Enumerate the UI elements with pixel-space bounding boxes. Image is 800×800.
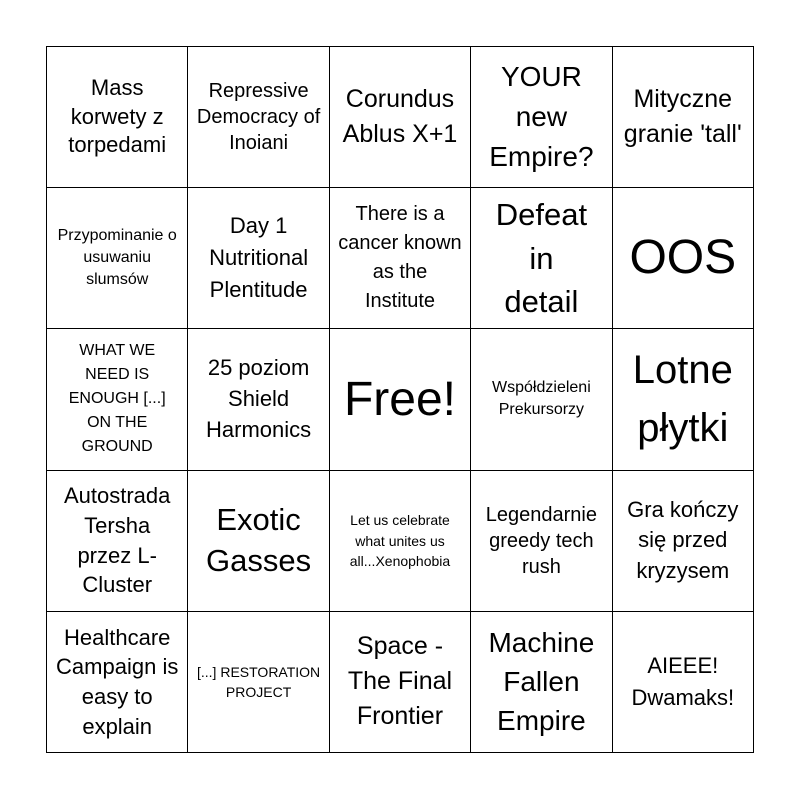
bingo-cell-text: Mityczne granie 'tall' — [623, 85, 742, 149]
bingo-cell[interactable] — [613, 329, 754, 470]
bingo-cell-text: [...] RESTORATION PROJECT — [197, 663, 321, 700]
bingo-board — [46, 46, 754, 753]
bingo-cell[interactable] — [188, 329, 329, 470]
bingo-cell-text: Free! — [343, 372, 456, 426]
bingo-cell[interactable] — [47, 329, 188, 470]
bingo-cell[interactable] — [471, 329, 612, 470]
bingo-cell-text: Lotne płytki — [632, 348, 733, 451]
bingo-cell[interactable] — [613, 188, 754, 329]
bingo-cell[interactable] — [188, 471, 329, 612]
bingo-cell[interactable] — [47, 471, 188, 612]
bingo-cell[interactable] — [47, 47, 188, 188]
bingo-cell-text: 25 poziom Shield Harmonics — [206, 355, 312, 442]
bingo-cell-text: Space - The Final Frontier — [347, 632, 453, 731]
bingo-cell-text: Autostrada Tersha przez L-Cluster — [63, 483, 171, 598]
bingo-cell[interactable] — [613, 471, 754, 612]
bingo-cell-text: There is a cancer known as the Institute — [338, 203, 462, 313]
bingo-cell-text: AIEEE! Dwamaks! — [631, 653, 735, 710]
bingo-cell[interactable] — [330, 329, 471, 470]
bingo-cell[interactable] — [188, 612, 329, 753]
bingo-cell[interactable] — [188, 188, 329, 329]
bingo-cell-text: Legendarnie greedy tech rush — [485, 503, 597, 578]
bingo-cell[interactable] — [188, 47, 329, 188]
bingo-cell[interactable] — [471, 612, 612, 753]
bingo-cell-text: Exotic Gasses — [206, 502, 312, 578]
bingo-cell[interactable] — [471, 188, 612, 329]
bingo-cell[interactable] — [613, 612, 754, 753]
bingo-cell-text: Let us celebrate what unites us all...Xenophobia — [349, 512, 451, 569]
bingo-cell-text: Defeat in detail — [495, 197, 588, 319]
bingo-cell-text: WHAT WE NEED IS ENOUGH [...] ON THE GROUND — [68, 342, 166, 456]
bingo-cell-text: Gra kończy się przed kryzysem — [627, 496, 739, 584]
bingo-cell-text: Mass korwety z torpedami — [68, 75, 167, 158]
bingo-cell[interactable] — [47, 612, 188, 753]
bingo-cell[interactable] — [330, 47, 471, 188]
bingo-cell[interactable] — [471, 47, 612, 188]
bingo-cell[interactable] — [471, 471, 612, 612]
bingo-cell-text: Przypominanie o usuwaniu slumsów — [57, 226, 177, 289]
bingo-cell-text: Machine Fallen Empire — [488, 627, 595, 737]
bingo-cell-text: Corundus Ablus X+1 — [342, 85, 458, 149]
bingo-cell[interactable] — [47, 188, 188, 329]
bingo-cell[interactable] — [330, 188, 471, 329]
bingo-cell-text: Day 1 Nutritional Plentitude — [209, 213, 309, 303]
bingo-cell[interactable] — [330, 612, 471, 753]
bingo-cell-text: Repressive Democracy of Inoiani — [196, 80, 321, 155]
bingo-cell-text: Współdzieleni Prekursorzy — [492, 379, 591, 419]
bingo-cell-text: YOUR new Empire? — [489, 61, 594, 172]
bingo-cell-text: OOS — [629, 231, 737, 285]
bingo-cell-text: Healthcare Campaign is easy to explain — [56, 624, 179, 739]
bingo-cell[interactable] — [330, 471, 471, 612]
bingo-cell[interactable] — [613, 47, 754, 188]
